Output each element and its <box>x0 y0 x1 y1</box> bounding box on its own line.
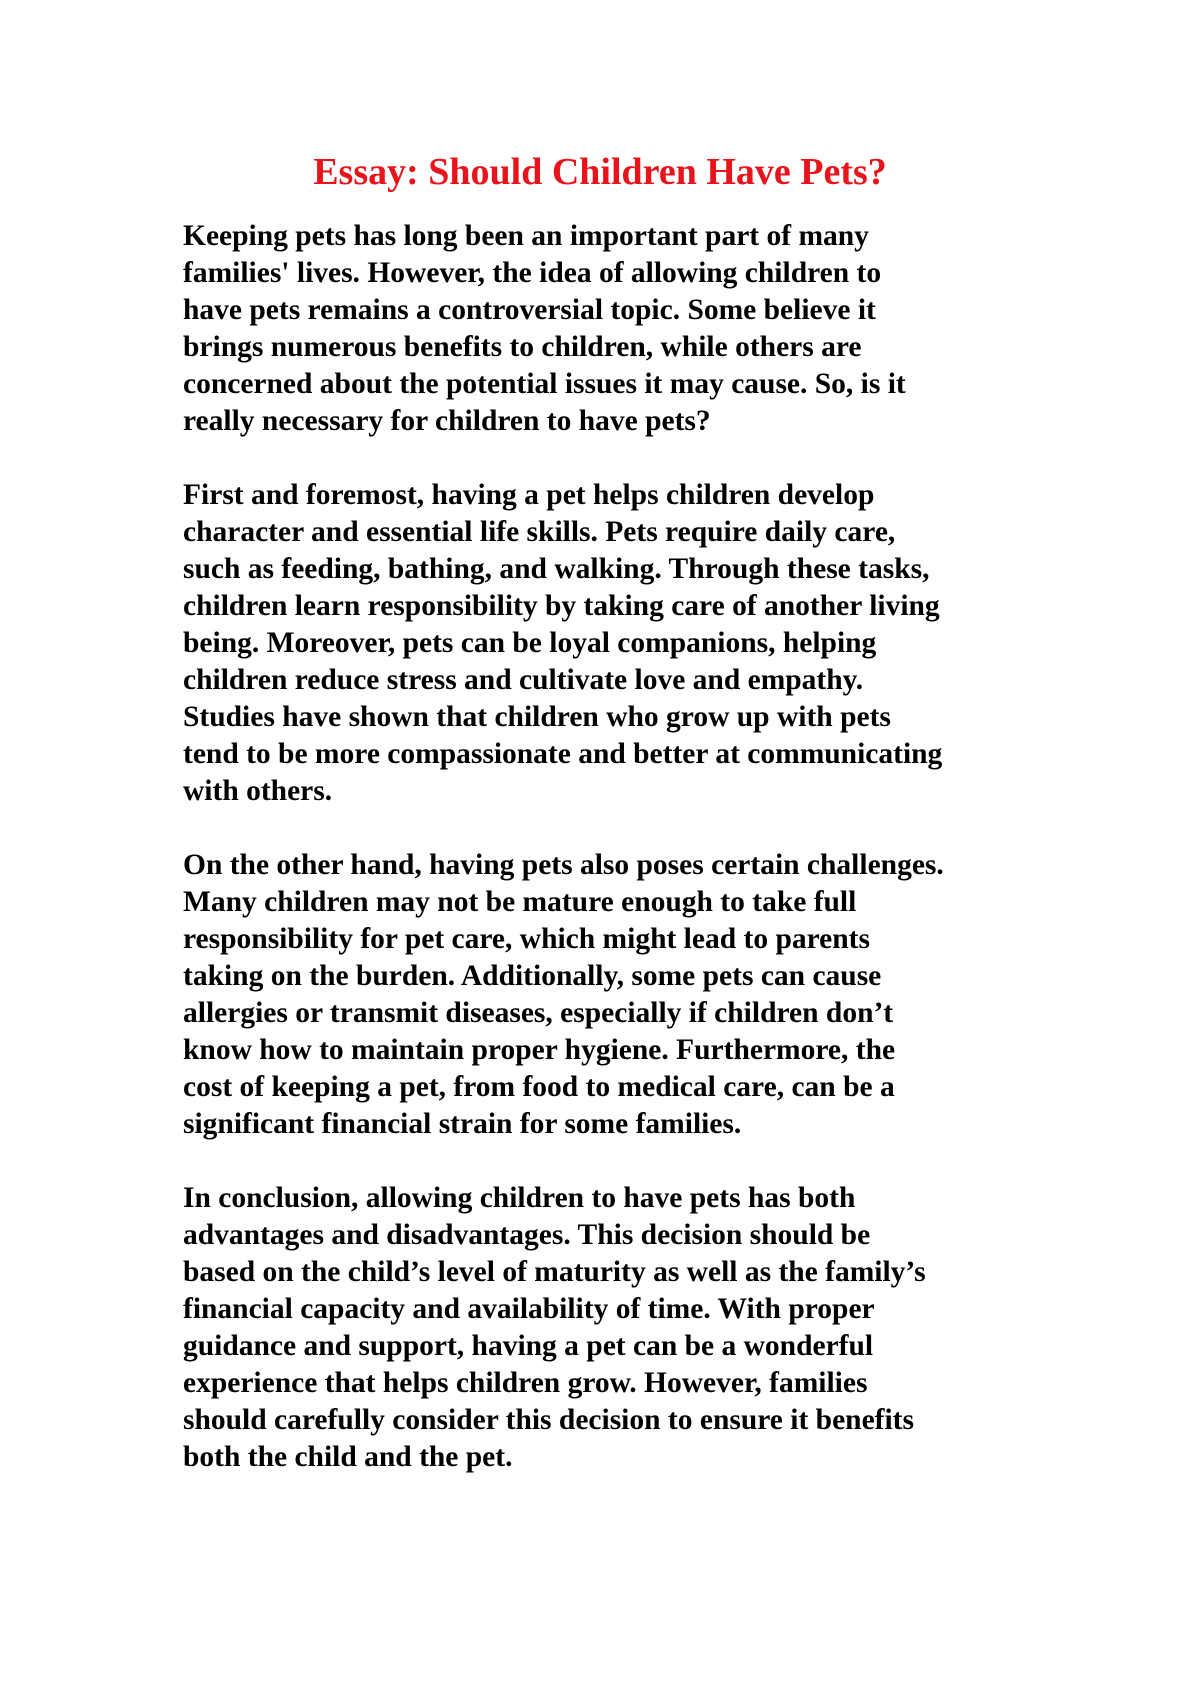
essay-paragraph <box>183 477 1023 810</box>
paragraph-line: children learn responsibility by taking care of another living <box>183 590 940 622</box>
paragraph-line: character and essential life skills. Pets require daily care, <box>183 516 896 548</box>
paragraph-line: with others. <box>183 775 333 807</box>
paragraph-line: taking on the burden. Additionally, some pets can cause <box>183 960 882 992</box>
essay-paragraph <box>183 218 1023 440</box>
paragraph-line: On the other hand, having pets also poses certain challenges. <box>183 849 944 881</box>
paragraph-line: significant financial strain for some families. <box>183 1108 742 1140</box>
paragraph-line: both the child and the pet. <box>183 1441 513 1473</box>
paragraph-line: guidance and support, having a pet can be a wonderful <box>183 1330 874 1362</box>
paragraph-line: families' lives. However, the idea of allowing children to <box>183 257 882 289</box>
paragraph-line: Keeping pets has long been an important part of many <box>183 220 869 252</box>
paragraph-line: tend to be more compassionate and better at communicating <box>183 738 943 770</box>
paragraph-line: brings numerous benefits to children, while others are <box>183 331 862 363</box>
paragraph-line: Studies have shown that children who grow up with pets <box>183 701 891 733</box>
paragraph-line: experience that helps children grow. However, families <box>183 1367 868 1399</box>
essay-body <box>183 218 1023 1513</box>
paragraph-line: responsibility for pet care, which might lead to parents <box>183 923 870 955</box>
paragraph-line: advantages and disadvantages. This decision should be <box>183 1219 871 1251</box>
paragraph-line: know how to maintain proper hygiene. Furthermore, the <box>183 1034 896 1066</box>
paragraph-line: have pets remains a controversial topic. Some believe it <box>183 294 876 326</box>
essay-paragraph <box>183 1180 1023 1476</box>
paragraph-line: First and foremost, having a pet helps children develop <box>183 479 875 511</box>
paragraph-line: In conclusion, allowing children to have pets has both <box>183 1182 856 1214</box>
essay-paragraph <box>183 847 1023 1143</box>
paragraph-line: children reduce stress and cultivate love and empathy. <box>183 664 864 696</box>
paragraph-line: Many children may not be mature enough to take full <box>183 886 857 918</box>
paragraph-line: such as feeding, bathing, and walking. Through these tasks, <box>183 553 930 585</box>
essay-title: Essay: Should Children Have Pets? <box>313 151 887 193</box>
paragraph-line: really necessary for children to have pets? <box>183 405 711 437</box>
paragraph-line: cost of keeping a pet, from food to medical care, can be a <box>183 1071 895 1103</box>
paragraph-line: being. Moreover, pets can be loyal companions, helping <box>183 627 877 659</box>
paragraph-line: should carefully consider this decision to ensure it benefits <box>183 1404 914 1436</box>
paragraph-line: based on the child’s level of maturity as well as the family’s <box>183 1256 926 1288</box>
paragraph-line: concerned about the potential issues it may cause. So, is it <box>183 368 906 400</box>
paragraph-line: allergies or transmit diseases, especially if children don’t <box>183 997 894 1029</box>
paragraph-line: financial capacity and availability of time. With proper <box>183 1293 875 1325</box>
